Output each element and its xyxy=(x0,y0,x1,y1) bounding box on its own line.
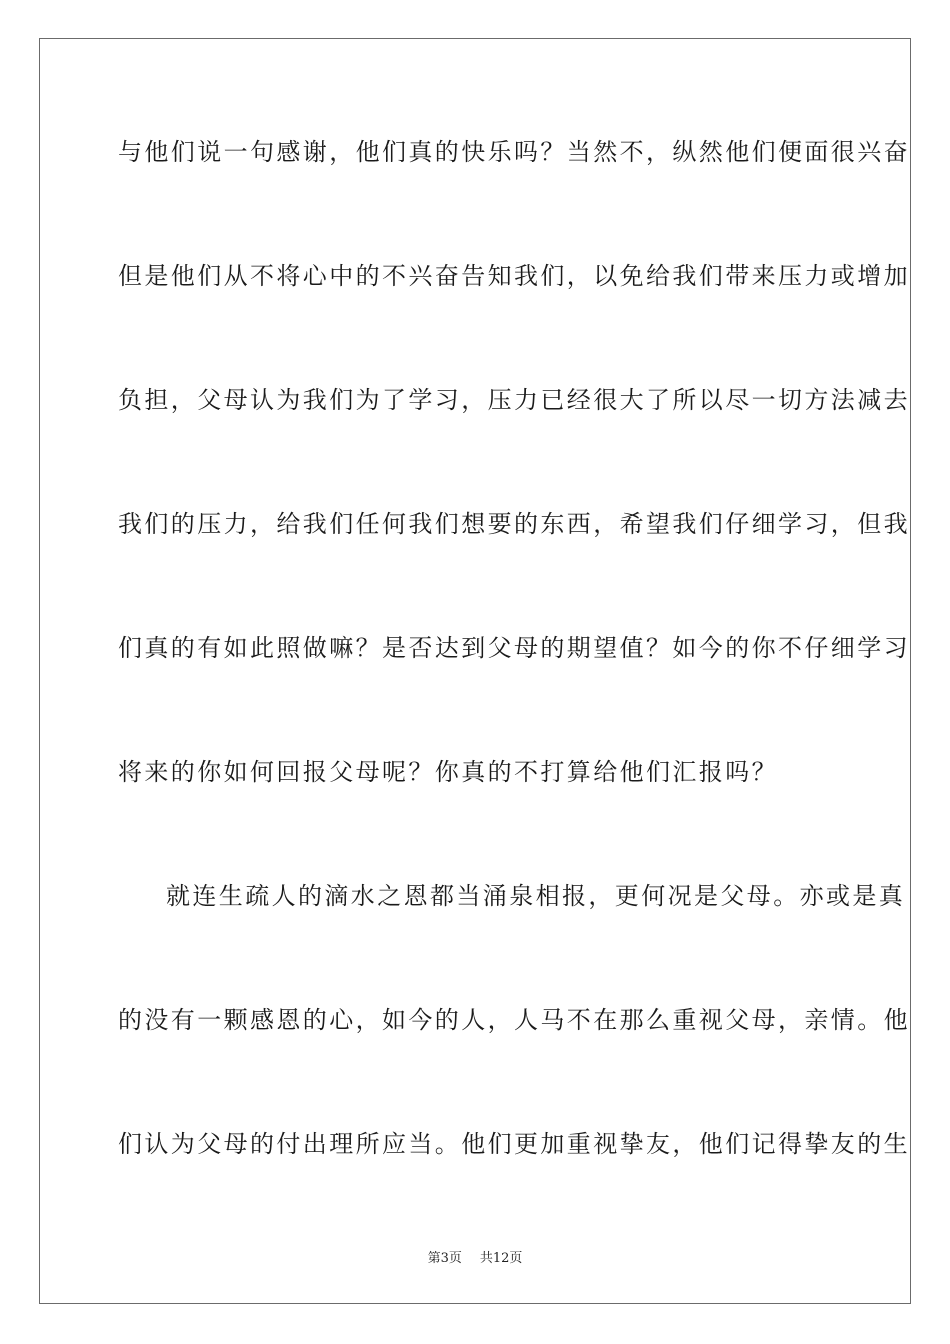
page-total: 共12页 xyxy=(479,1251,523,1266)
page-footer xyxy=(0,1247,950,1266)
text-line: 与他们说一句感谢，他们真的快乐吗？当然不，纵然他们便面很兴奋 xyxy=(118,138,910,166)
text-line: 们真的有如此照做嘛？是否达到父母的期望值？如今的你不仔细学习 xyxy=(118,634,910,662)
page-number: 第3页 xyxy=(427,1251,462,1266)
text-line-paragraph-start: 就连生疏人的滴水之恩都当涌泉相报，更何况是父母。亦或是真 xyxy=(166,882,906,910)
text-line: 但是他们从不将心中的不兴奋告知我们，以免给我们带来压力或增加 xyxy=(118,262,910,290)
text-line: 负担，父母认为我们为了学习，压力已经很大了所以尽一切方法减去 xyxy=(118,386,910,414)
text-line: 的没有一颗感恩的心，如今的人，人马不在那么重视父母，亲情。他 xyxy=(118,1006,910,1034)
document-body xyxy=(118,124,910,1240)
text-line: 将来的你如何回报父母呢？你真的不打算给他们汇报吗？ xyxy=(118,758,778,786)
text-line: 们认为父母的付出理所应当。他们更加重视挚友，他们记得挚友的生 xyxy=(118,1130,910,1158)
text-line: 我们的压力，给我们任何我们想要的东西，希望我们仔细学习，但我 xyxy=(118,510,910,538)
